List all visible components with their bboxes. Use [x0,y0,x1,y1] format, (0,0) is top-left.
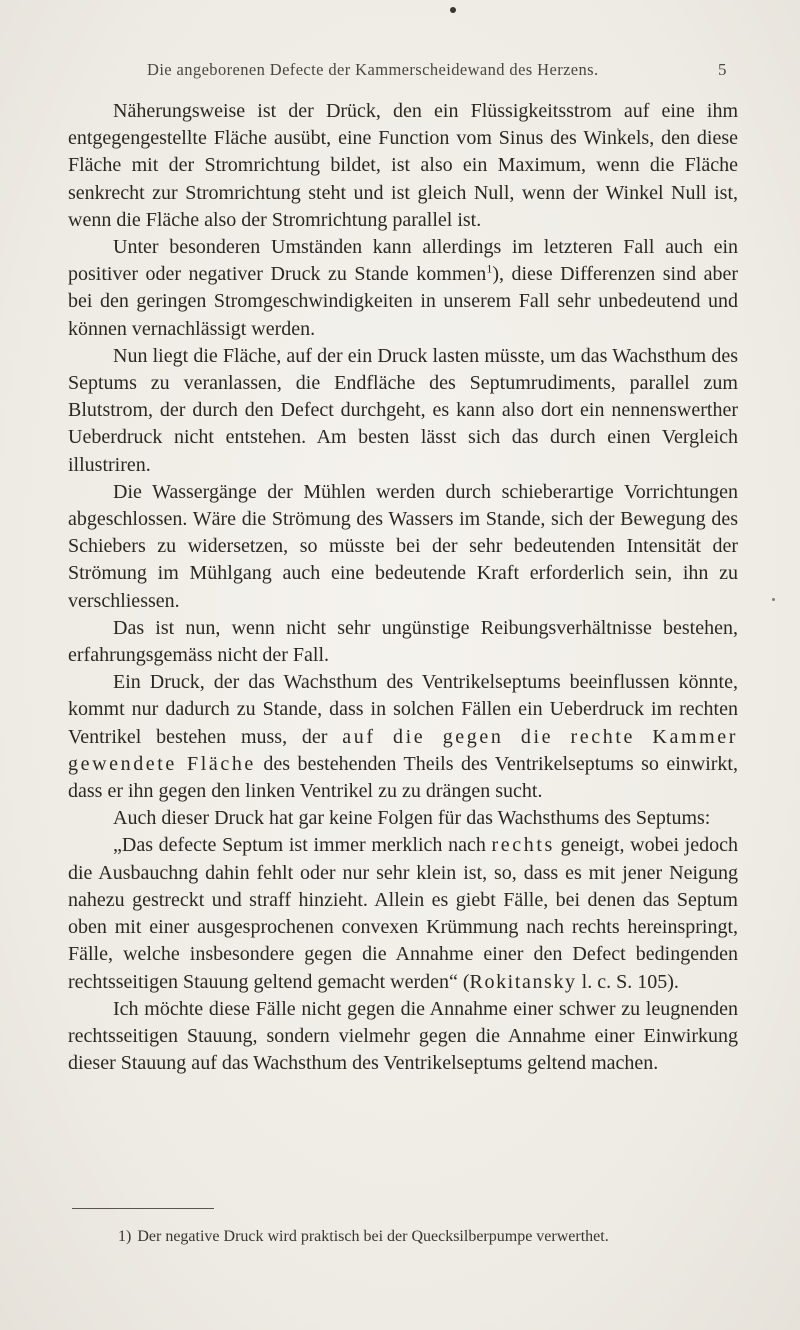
running-title: Die angeborenen Defecte der Kammerscheidewand des Herzens. [147,60,599,79]
emphasis-spaced-text: auf die gegen die rechte Kammer gewendete Fläche [68,725,738,775]
citation-reference: l. c. S. 105). [576,970,679,993]
ink-speck [772,598,775,601]
paragraph-6-text: Ein Druck, der das Wachsthum des Ventrikelseptums beeinflussen könnte, kommt nur dadurch zu Stande, dass in solchen Fällen ein Ueberdruck im rechten Ventrikel bestehen muss, der [68,671,738,748]
quotation-text-cont: geneigt, wobei jedoch die Ausbauchng dahin fehlt oder nur sehr klein ist, so, dass es mit jener Neigung nahezu gestreckt und straff hinzieht. Allein es giebt Fälle, bei denen das Septum oben mit einer ausgesprochenen convexen Krümmung nach rechts hereinspringt, Fälle, welche insbesondere gegen die Annahme einer den Defect bedingenden rechtsseitigen Stauung geltend gemacht werden“ ( [68,834,738,993]
ink-spot [450,7,456,13]
paragraph-2-text-cont: ), diese Differenzen sind aber bei den geringen Stromgeschwindigkeiten in unserem Fall sehr unbedeutend und können vernachlässigt werden. [68,263,739,340]
paragraph-1: Näherungsweise ist der Drück, den ein Flüssigkeitsstrom auf eine ihm entgegengestellte Fläche ausübt, eine Function vom Sinus des Winkels, den diese Fläche mit der Stromrichtung bildet, ist also ein Maximum, wenn die Fläche senkrecht zur Stromrichtung steht und ist gleich Null, wenn der Winkel Null ist, wenn die Fläche also der Stromrichtung parallel ist. [68,100,738,231]
paragraph-7: Auch dieser Druck hat gar keine Folgen für das Wachsthums des Septums: [113,807,711,830]
page-number: 5 [718,60,727,79]
cited-author-rokitansky: Rokitansky [469,970,577,993]
paragraph-3: Nun liegt die Fläche, auf der ein Druck lasten müsste, um das Wachsthum des Septums zu veranlassen, die Endfläche des Septumrudiments, parallel zum Blutstrom, der durch den Defect durchgeht, es kann also dort ein nennenswerther Ueberdruck nicht entstehen. Am besten lässt sich das durch einen Vergleich illustriren. [68,344,738,476]
body-text [68,98,738,1077]
footnote-marker: 1) [118,1228,132,1245]
footnote-reference: 1 [486,261,493,276]
paragraph-6-text-cont: des bestehenden Theils des Ventrikelseptums so einwirkt, dass er ihn gegen den linken Ventrikel zu zu drängen sucht. [68,752,738,803]
quotation-text: „Das defecte Septum ist immer merklich nach [113,834,492,857]
footnote-text: Der negative Druck wird praktisch bei der Quecksilberpumpe verwerthet. [137,1228,609,1245]
paragraph-6 [68,669,738,805]
footnote [118,1228,609,1246]
paragraph-2-text: Unter besonderen Umständen kann allerdings im letzteren Fall auch ein positiver oder negativer Druck zu Stande kommen [68,236,738,286]
paragraph-4: Die Wassergänge der Mühlen werden durch schieberartige Vorrichtungen abgeschlossen. Wäre die Strömung des Wassers im Stande, sich der Bewegung des Schiebers zu widersetzen, so müsste bei der sehr bedeutenden Intensität der Strömung im Mühlgang auch eine bedeutende Kraft erforderlich sein, ihn zu verschliessen. [68,480,738,612]
paragraph-5: Das ist nun, wenn nicht sehr ungünstige Reibungsverhältnisse bestehen, erfahrungsgemäss nicht der Fall. [68,616,738,667]
paragraph-2 [68,234,738,343]
quotation-paragraph [68,832,738,995]
paragraph-9: Ich möchte diese Fälle nicht gegen die Annahme einer schwer zu leugnenden rechtsseitigen Stauung, sondern vielmehr gegen die Annahme einer Einwirkung dieser Stauung auf das Wachsthum des Ventrikelseptums geltend machen. [68,997,738,1075]
footnote-separator [72,1208,214,1209]
emphasis-rechts: rechts [491,834,555,857]
